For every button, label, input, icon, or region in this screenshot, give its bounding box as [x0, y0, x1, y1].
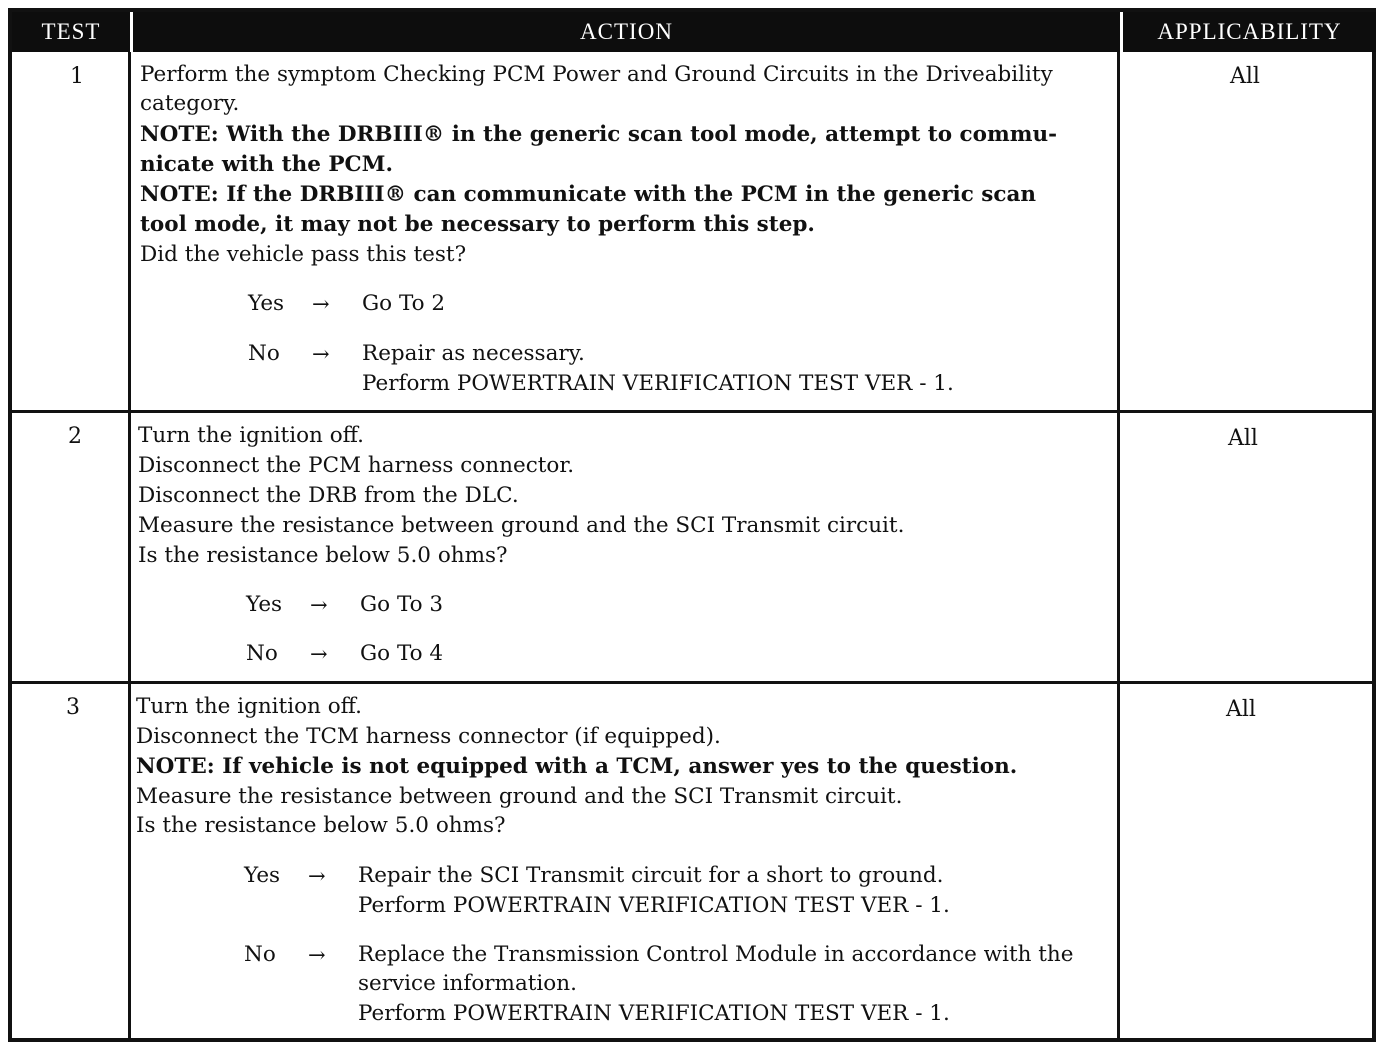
action-note: NOTE: With the DRBIII® in the generic scan tool mode, attempt to commu-: [140, 122, 1058, 147]
applicability-value: All: [1228, 426, 1258, 451]
arrow-icon: →: [312, 342, 330, 366]
header-action: ACTION: [130, 12, 1120, 52]
test-table: [8, 8, 1376, 1042]
no-label: No: [248, 341, 280, 366]
action-line: Measure the resistance between ground and the SCI Transmit circuit.: [136, 784, 903, 809]
action-note: NOTE: If the DRBIII® can communicate with the PCM in the generic scan: [140, 182, 1037, 207]
yes-result: Perform POWERTRAIN VERIFICATION TEST VER - 1.: [358, 893, 950, 918]
arrow-icon: →: [310, 642, 328, 666]
no-result: Replace the Transmission Control Module in accordance with the: [358, 942, 1074, 967]
yes-result: Go To 3: [360, 592, 444, 617]
no-label: No: [244, 942, 276, 967]
applicability-value: All: [1230, 64, 1260, 89]
no-result: Repair as necessary.: [362, 341, 585, 366]
action-line: Disconnect the TCM harness connector (if equipped).: [136, 724, 721, 749]
column-divider: [128, 52, 131, 1042]
action-line: Disconnect the PCM harness connector.: [138, 453, 575, 478]
yes-label: Yes: [246, 592, 283, 617]
action-question: Is the resistance below 5.0 ohms?: [138, 543, 508, 568]
no-label: No: [246, 641, 278, 666]
arrow-icon: →: [308, 943, 326, 967]
arrow-icon: →: [312, 292, 330, 316]
header-applicability: APPLICABILITY: [1120, 12, 1376, 52]
test-number: 2: [68, 424, 82, 449]
row-divider: [12, 410, 1372, 413]
yes-result: Go To 2: [362, 291, 446, 316]
action-line: Turn the ignition off.: [136, 694, 362, 719]
yes-result: Repair the SCI Transmit circuit for a short to ground.: [358, 863, 944, 888]
row-divider: [12, 681, 1372, 684]
test-number: 1: [70, 64, 84, 89]
yes-label: Yes: [244, 863, 281, 888]
column-divider: [1117, 52, 1120, 1042]
arrow-icon: →: [310, 593, 328, 617]
action-line: Disconnect the DRB from the DLC.: [138, 483, 519, 508]
test-number: 3: [66, 695, 80, 720]
action-question: Did the vehicle pass this test?: [140, 242, 467, 267]
action-note: NOTE: If vehicle is not equipped with a TCM, answer yes to the question.: [136, 754, 1018, 779]
header-test: TEST: [12, 12, 130, 52]
action-question: Is the resistance below 5.0 ohms?: [136, 813, 506, 838]
applicability-value: All: [1226, 697, 1256, 722]
action-line: Turn the ignition off.: [138, 423, 364, 448]
no-result: Perform POWERTRAIN VERIFICATION TEST VER - 1.: [362, 371, 954, 396]
action-line: Perform the symptom Checking PCM Power and Ground Circuits in the Driveability: [140, 62, 1053, 87]
action-line: category.: [140, 91, 240, 116]
action-line: Measure the resistance between ground and the SCI Transmit circuit.: [138, 513, 905, 538]
yes-label: Yes: [248, 291, 285, 316]
arrow-icon: →: [308, 864, 326, 888]
action-note: nicate with the PCM.: [140, 152, 393, 177]
no-result: service information.: [358, 971, 577, 996]
action-note: tool mode, it may not be necessary to perform this step.: [140, 212, 815, 237]
no-result: Go To 4: [360, 641, 444, 666]
no-result: Perform POWERTRAIN VERIFICATION TEST VER - 1.: [358, 1001, 950, 1026]
